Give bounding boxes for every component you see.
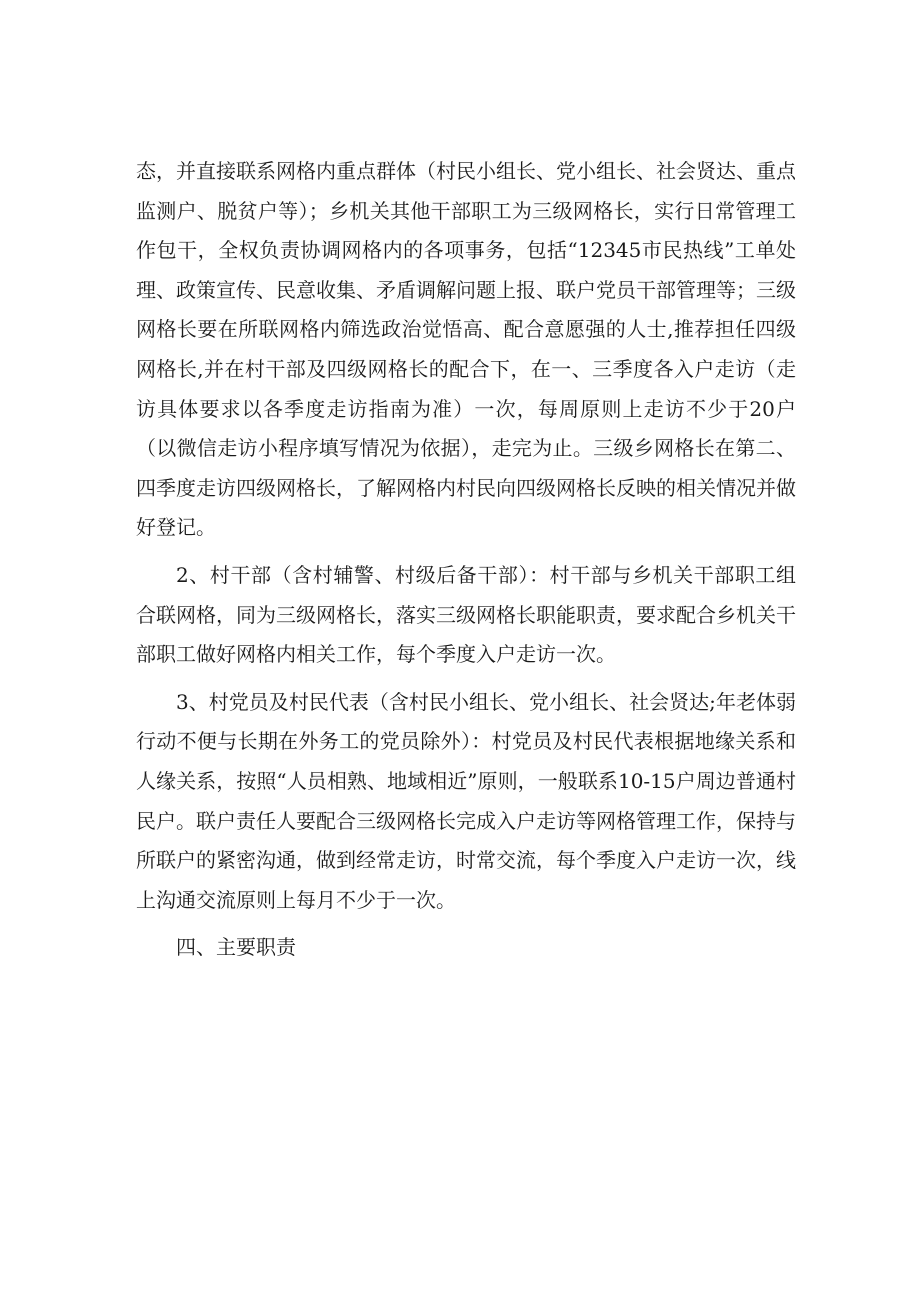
paragraph-party-members: 3、村党员及村民代表（含村民小组长、党小组长、社会贤达;年老体弱行动不便与长期在外务工的党员除外）：村党员及村民代表根据地缘关系和人缘关系，按照“人员相熟、地域相近”原则，一般联系10-15户周边普通村民户。联户责任人要配合三级网格长完成入户走访等网格管理工作，保持与所联户的紧密沟通，做到经常走访，时常交流，每个季度入户走访一次，线上沟通交流原则上每月不少于一次。 bbox=[136, 689, 796, 912]
document-body bbox=[136, 152, 796, 968]
paragraph-village-cadres: 2、村干部（含村辅警、村级后备干部）：村干部与乡机关干部职工组合联网格，同为三级网格长，落实三级网格长职能职责，要求配合乡机关干部职工做好网格内相关工作，每个季度入户走访一次。 bbox=[136, 562, 796, 667]
paragraph-continuation: 态，并直接联系网格内重点群体（村民小组长、党小组长、社会贤达、重点监测户、脱贫户等）；乡机关其他干部职工为三级网格长，实行日常管理工作包干，全权负责协调网格内的各项事务，包括“12345市民热线”工单处理、政策宣传、民意收集、矛盾调解问题上报、联户党员干部管理等；三级网格长要在所联网格内筛选政治觉悟高、配合意愿强的人士,推荐担任四级网格长,并在村干部及四级网格长的配合下，在一、三季度各入户走访（走访具体要求以各季度走访指南为准）一次，每周原则上走访不少于20户（以微信走访小程序填写情况为依据），走完为止。三级乡网格长在第二、四季度走访四级网格长，了解网格内村民向四级网格长反映的相关情况并做好登记。 bbox=[136, 159, 796, 540]
section-heading: 四、主要职责 bbox=[176, 935, 296, 960]
